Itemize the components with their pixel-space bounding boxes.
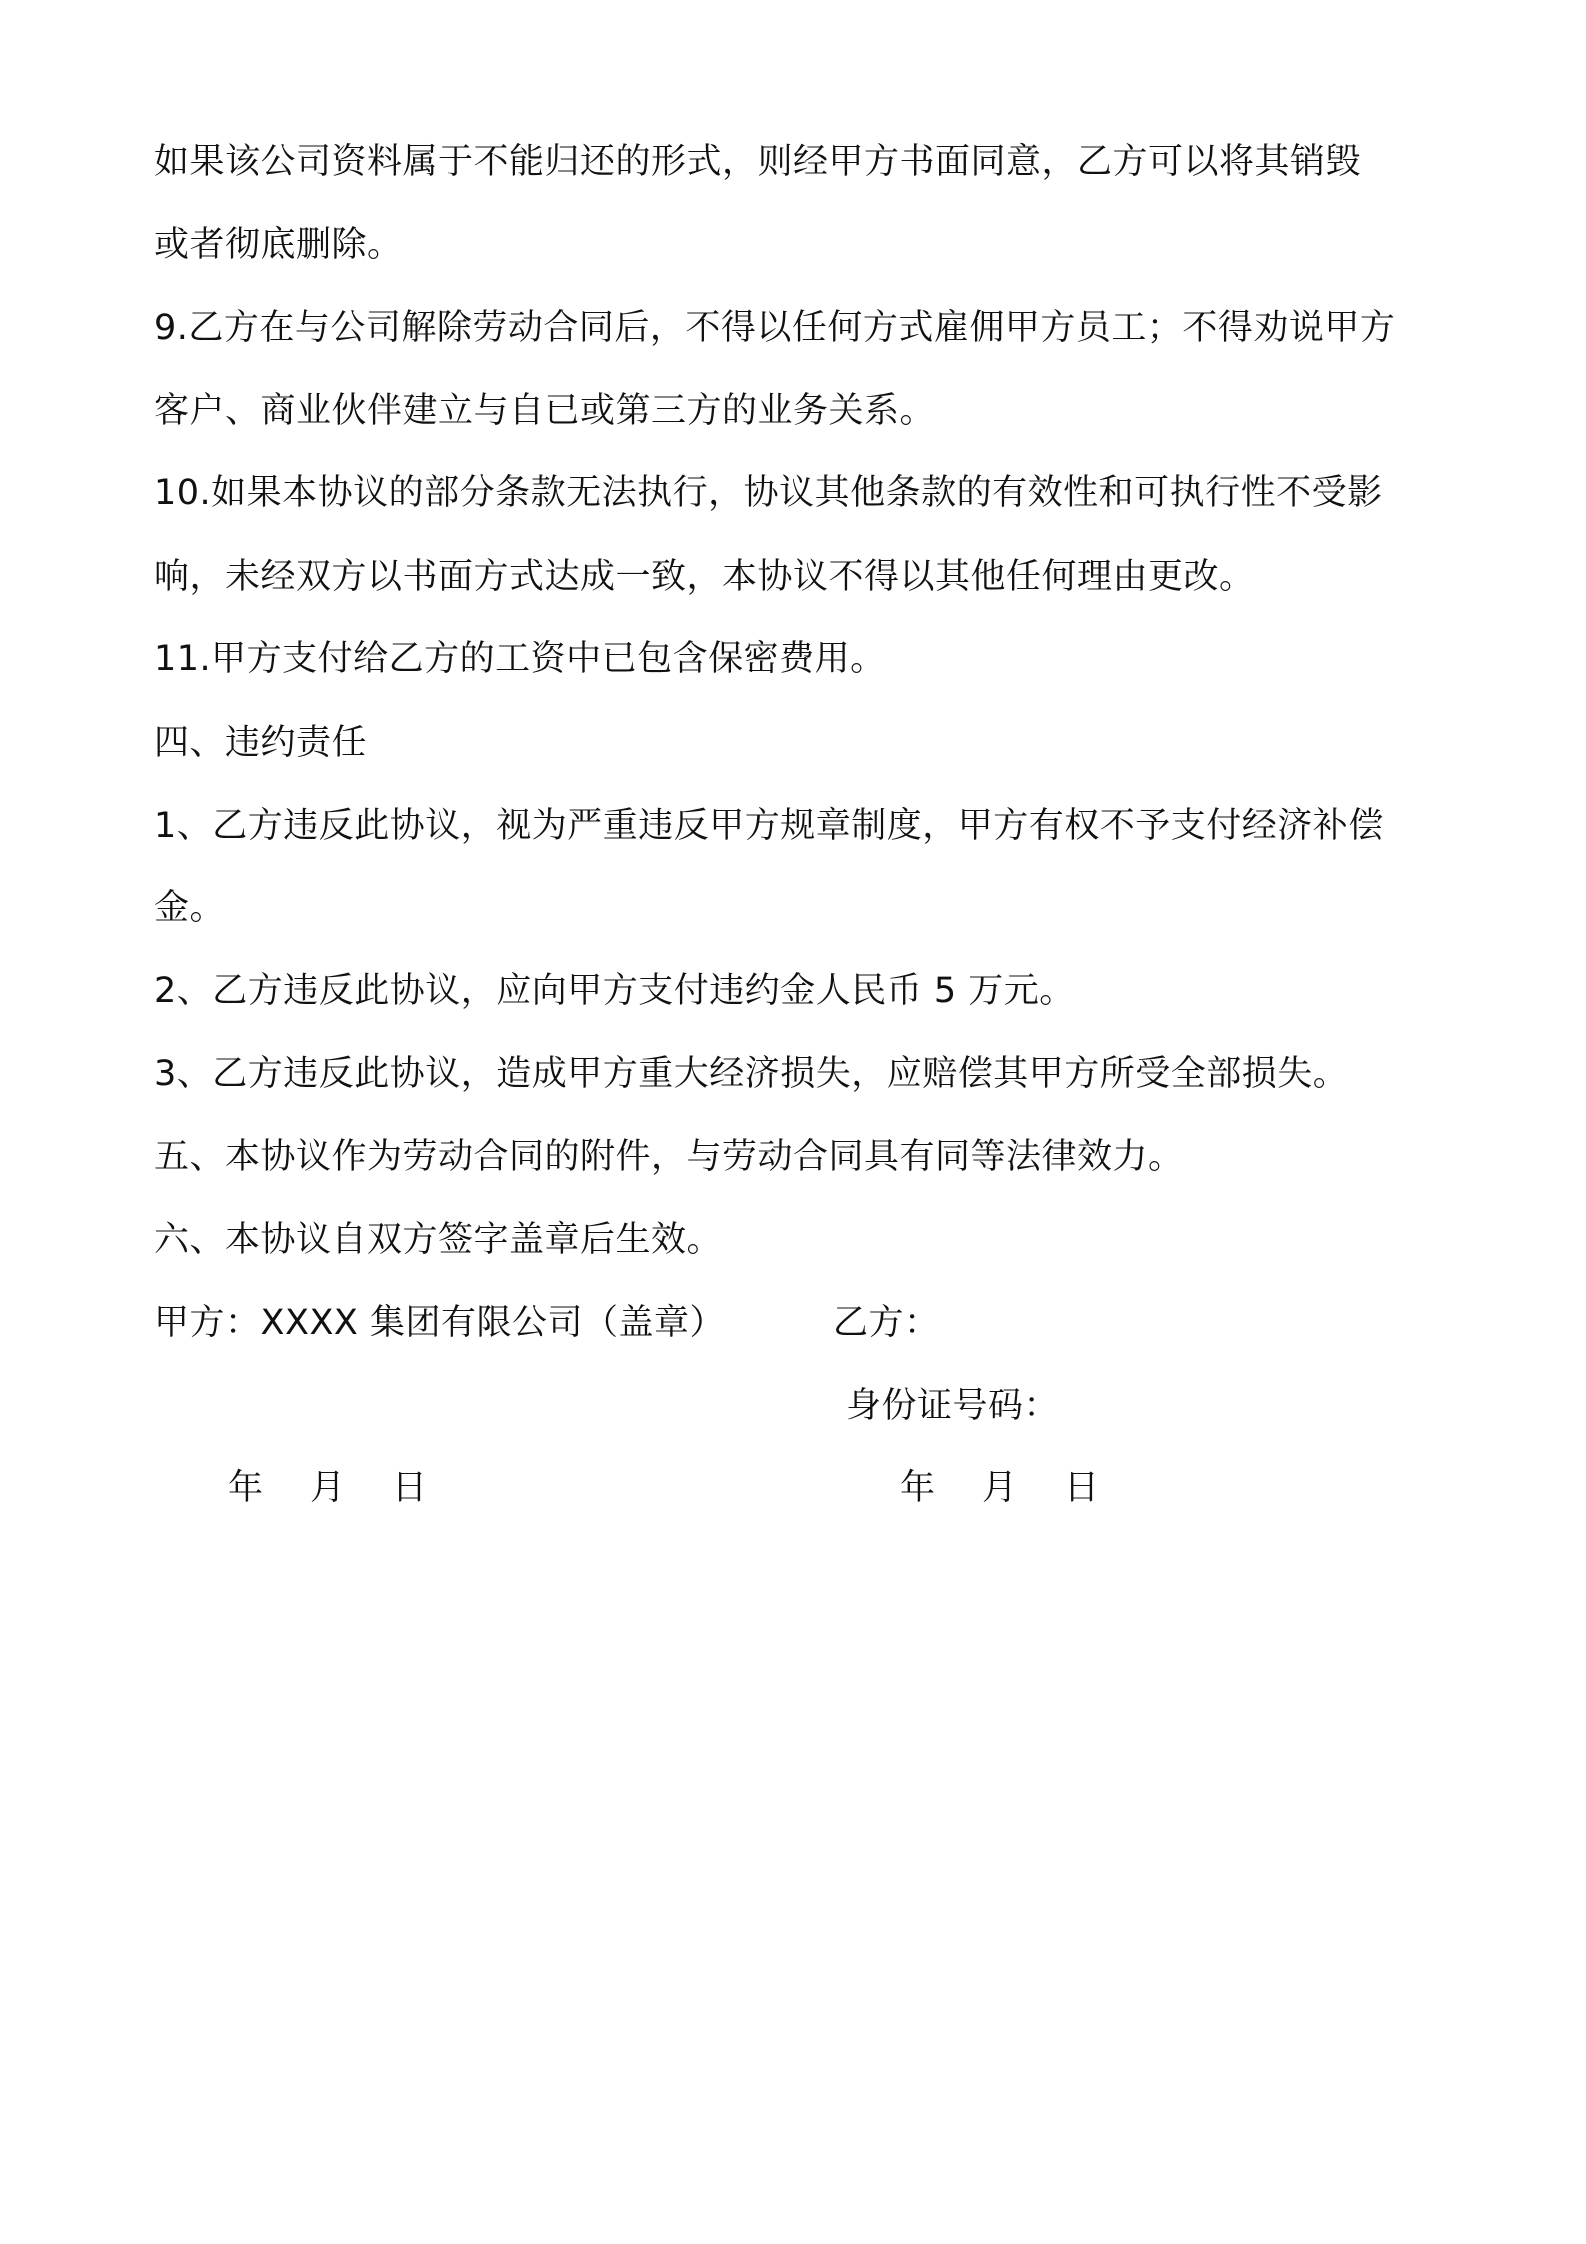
section-six: 六、本协议自双方签字盖章后生效。: [154, 1220, 723, 1260]
id-number-label: 身份证号码：: [846, 1386, 1060, 1426]
party-b-date: 年 月 日: [900, 1468, 1100, 1508]
clause-8-continued-line-1: 如果该公司资料属于不能归还的形式，则经甲方书面同意，乙方可以将其销毁: [154, 142, 1362, 182]
section-heading-breach-liability: 四、违约责任: [154, 723, 368, 763]
clause-10-line-2: 响，未经双方以书面方式达成一致，本协议不得以其他任何理由更改。: [154, 557, 1255, 597]
party-a-label: 甲方：XXXX 集团有限公司（盖章）: [154, 1303, 726, 1343]
party-a-date: 年 月 日: [228, 1468, 428, 1508]
breach-item-3: 3、乙方违反此协议，造成甲方重大经济损失，应赔偿其甲方所受全部损失。: [154, 1054, 1349, 1094]
breach-item-1-line-1: 1、乙方违反此协议，视为严重违反甲方规章制度，甲方有权不予支付经济补偿: [154, 806, 1384, 846]
clause-11: 11.甲方支付给乙方的工资中已包含保密费用。: [154, 639, 886, 679]
clause-9-line-2: 客户、商业伙伴建立与自已或第三方的业务关系。: [154, 391, 936, 431]
clause-10-line-1: 10.如果本协议的部分条款无法执行，协议其他条款的有效性和可执行性不受影: [154, 473, 1383, 513]
breach-item-2: 2、乙方违反此协议，应向甲方支付违约金人民币 5 万元。: [154, 971, 1075, 1011]
clause-8-continued-line-2: 或者彻底删除。: [154, 225, 403, 265]
party-b-label: 乙方：: [833, 1303, 940, 1343]
section-five: 五、本协议作为劳动合同的附件，与劳动合同具有同等法律效力。: [154, 1137, 1184, 1177]
clause-9-line-1: 9.乙方在与公司解除劳动合同后，不得以任何方式雇佣甲方员工；不得劝说甲方: [154, 308, 1396, 348]
breach-item-1-line-2: 金。: [154, 888, 226, 928]
